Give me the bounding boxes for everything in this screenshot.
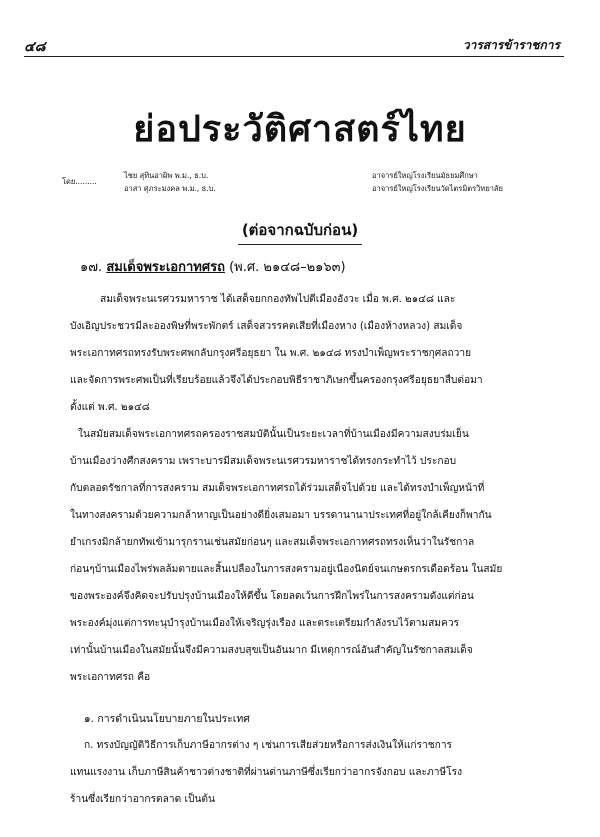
text-line: ก. ทรงบัญญัติวิธีการเก็บภาษีอากรต่าง ๆ เช่นการเสียส่วยหรือการส่งเงินให้แก่ราชการ: [84, 740, 453, 751]
text-line: ตั้งแต่ พ.ศ. ๒๑๔๘: [70, 402, 150, 413]
section-number: ๑๗.: [80, 260, 103, 275]
by-label: โดย.........: [62, 177, 97, 186]
text-line: และจัดการพระศพเป็นที่เรียบร้อยแล้วจึงได้ประกอบพิธีราชาภิเษกขึ้นครองกรุงศรีอยุธยาสืบต่อมา: [70, 375, 483, 386]
subsection-heading: ๑. การดำเนินนโยบายภายในประเทศ: [84, 713, 250, 725]
paragraph-2: [70, 421, 548, 691]
text-line: สมเด็จพระนเรศวรมหาราช ได้เสด็จยกกองทัพไปตีเมืองอังวะ เมื่อ พ.ศ. ๒๑๔๘ และ: [100, 294, 456, 305]
text-line: แทนแรงงาน เก็บภาษีสินค้าชาวต่างชาติที่ผ่านด่านภาษีซึ่งเรียกว่าอากรจังกอบ และภาษีโรง: [70, 767, 463, 778]
text-line: ในสมัยสมเด็จพระเอกาทศรถครองราชสมบัตินั้นเป็นระยะเวลาที่บ้านเมืองมีความสงบร่มเย็น: [78, 429, 469, 440]
text-line: ในทางสงครามด้วยความกล้าหาญเป็นอย่างดียิ่งเสมอมา บรรดานานาประเทศที่อยู่ใกล้เคียงก็พากัน: [70, 510, 492, 521]
author-position: อาจารย์ใหญ่โรงเรียนมัธยมศึกษา: [372, 171, 478, 180]
text-line: บ้านเมืองว่างศึกสงคราม เพราะบารมีสมเด็จพระนเรศวรมหาราชได้ทรงกระทำไว้ ประกอบ: [70, 456, 457, 467]
text-line: เท่านั้นบ้านเมืองในสมัยนั้นจึงมีความสงบสุขเป็นอันมาก มีเหตุการณ์อันสำคัญในรัชกาลสมเด็จ: [70, 645, 473, 656]
header-rule: [24, 56, 564, 57]
text-line: พระองค์มุ่งแต่การทะนุบำรุงบ้านเมืองให้เจริญรุ่งเรือง และตระเตรียมกำลังรบไว้ตามสมควร: [70, 618, 460, 629]
text-line: ก่อนๆบ้านเมืองไพร่พลล้มตายและสิ้นเปลืองในการสงครามอยู่เนืองนิตย์จนเกษตรกรเดือดร้อน ในสมัย: [70, 564, 503, 575]
section-title: สมเด็จพระเอกาทศรถ: [106, 260, 225, 275]
journal-name: วารสารข้าราชการ: [462, 38, 560, 52]
continued-note: (ต่อจากฉบับก่อน): [0, 218, 600, 245]
page-number: ๔๘: [24, 39, 46, 55]
author-row: [124, 183, 503, 195]
text-line: พระเอกาทศรถ คือ: [70, 672, 151, 683]
text-line: ร้านซึ่งเรียกว่าอากรตลาด เป็นต้น: [70, 794, 215, 805]
paragraph-1: [70, 286, 548, 421]
author-name: ไชย สุทินอาผิพ พ.ม., ธ.บ.: [124, 171, 209, 180]
text-line: กับตลอดรัชกาลที่การสงคราม สมเด็จพระเอกาทศรถได้ร่วมเสด็จไปด้วย และได้ทรงบำเพ็ญหน้าที่: [70, 483, 485, 494]
article-title: ย่อประวัติศาสตร์ไทย: [133, 108, 467, 150]
text-line: ยำเกรงมิกล้ายกทัพเข้ามารุกรานเช่นสมัยก่อนๆ และสมเด็จพระเอกาทศรถทรงเห็นว่าในรัชกาล: [70, 537, 475, 548]
section-heading: [80, 256, 346, 277]
text-line: ของพระองค์จึงคิดจะปรับปรุงบ้านเมืองให้ดีขึ้น โดยลดเว้นการฝึกไพร่ในการสงครามดังแต่ก่อน: [70, 591, 474, 602]
section-years: (พ.ศ. ๒๑๔๘–๒๑๖๓): [229, 260, 346, 275]
author-name: อาสา ศุภระมงคล พ.ม., ธ.บ.: [124, 184, 216, 193]
author-row: [124, 170, 478, 182]
text-line: บังเอิญประชวรมีละอองพิษที่พระพักตร์ เสด็จสวรรคตเสียที่เมืองหาง (เมืองห้างหลวง) สมเด็จ: [70, 321, 463, 332]
item-ko: [70, 732, 548, 813]
author-position: อาจารย์ใหญ่โรงเรียนวัดไตรมิตรวิทยาลัย: [372, 184, 503, 193]
text-line: พระเอกาทศรถทรงรับพระศพกลับกรุงศรีอยุธยา ใน พ.ศ. ๒๑๔๘ ทรงบำเพ็ญพระราชกุศลถวาย: [70, 348, 472, 359]
